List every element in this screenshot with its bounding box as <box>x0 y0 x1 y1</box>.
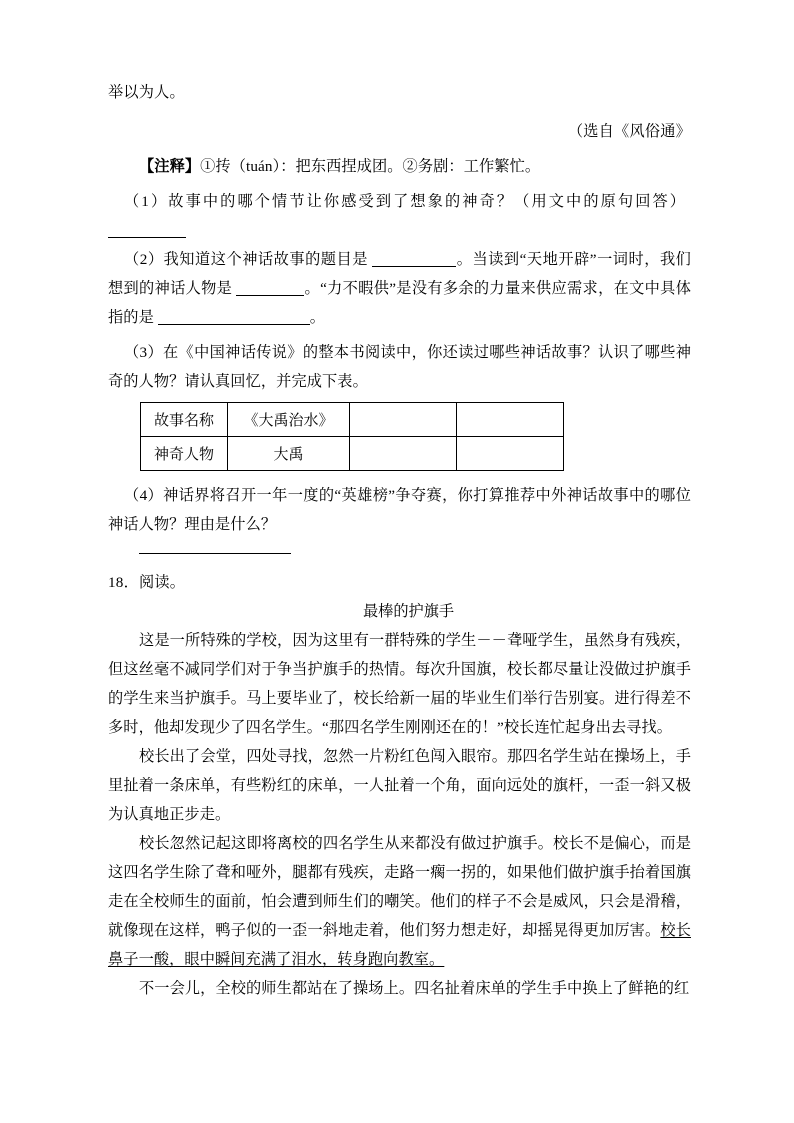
question-1 <box>108 187 691 245</box>
question-1-answer-blank[interactable] <box>108 224 186 238</box>
notes-text: ①抟（tuán）：把东西捏成团。②务剧：工作繁忙。 <box>200 158 541 175</box>
reading-paragraph-1: 这是一所特殊的学校，因为这里有一群特殊的学生－－聋哑学生，虽然身有残疾，但这丝毫不减同学们对于争当护旗手的热情。每次升国旗，校长都尽量让没做过护旗手的学生来当护旗手。马上要毕业了，校长给新一届的毕业生们举行告别宴。进行得差不多时，他却发现少了四名学生。“那四名学生刚刚还在的！”校长连忙起身出去寻找。 <box>108 632 691 736</box>
question-2-blank-2[interactable] <box>236 282 304 296</box>
question-2 <box>108 245 691 332</box>
question-2-part2: 。当读到“天地开辟”一词时，我们想到的神话人物是 <box>108 251 691 297</box>
table-cell[interactable] <box>457 403 564 437</box>
table-row-header: 故事名称 <box>141 403 228 437</box>
exercise-18-heading <box>108 568 691 597</box>
passage-tail-line: 举以为人。 <box>108 84 185 101</box>
question-2-part1: 我知道这个神话故事的题目是 <box>163 251 368 268</box>
reading-paragraph-2: 校长出了会堂，四处寻找，忽然一片粉红色闯入眼帘。那四名学生站在操场上，手里扯着一条床单，有些粉红的床单，一人扯着一个角，面向远处的旗杆，一歪一斜又极为认真地正步走。 <box>108 748 691 823</box>
table-cell[interactable] <box>350 437 457 471</box>
table-row <box>141 437 564 471</box>
reading-paragraph-3-plain: 校长忽然记起这即将离校的四名学生从来都没有做过护旗手。校长不是偏心，而是这四名学生除了聋和哑外，腿都有残疾，走路一瘸一拐的，如果他们做护旗手抬着国旗走在全校师生的面前，怕会遭到师生们的嘲笑。他们的样子不会是威风，只会是滑稽，就像现在这样，鸭子似的一歪一斜地走着，他们努力想走好，却摇晃得更加厉害。 <box>108 835 691 939</box>
question-1-text: 故事中的哪个情节让你感受到了想象的神奇？（用文中的原句回答） <box>168 193 688 210</box>
reading-paragraph-3 <box>108 829 691 974</box>
question-2-blank-1[interactable] <box>372 253 456 267</box>
table-row <box>141 403 564 437</box>
passage-citation: （选自《风俗通》 <box>567 123 691 140</box>
table-cell[interactable]: 大禹 <box>228 437 350 471</box>
exercise-18-label: 阅读。 <box>138 574 186 591</box>
question-4-text: 神话界将召开一年一度的“英雄榜”争夺赛，你打算推荐中外神话故事中的哪位神话人物？理由是什么？ <box>108 487 691 533</box>
question-4 <box>108 481 691 539</box>
question-3-text: 在《中国神话传说》的整本书阅读中，你还读过哪些神话故事？认识了哪些神奇的人物？请认真回忆，并完成下表。 <box>108 344 691 390</box>
notes-label: 【注释】 <box>139 158 201 175</box>
myth-story-table <box>140 402 564 471</box>
reading-paragraph-4: 不一会儿，全校的师生都站在了操场上。四名扯着床单的学生手中换上了鲜艳的红 <box>139 980 690 997</box>
question-2-blank-3[interactable] <box>158 311 310 325</box>
question-2-part4: 。 <box>309 309 326 326</box>
question-1-number: （1） <box>124 193 169 210</box>
reading-title: 最棒的护旗手 <box>362 603 455 620</box>
question-3 <box>108 338 691 396</box>
table-cell[interactable] <box>457 437 564 471</box>
notes-line <box>108 152 691 181</box>
exercise-18-number: 18． <box>108 574 139 591</box>
table-cell[interactable]: 《大禹治水》 <box>228 403 350 437</box>
page-content <box>108 78 691 1003</box>
table-row-header: 神奇人物 <box>141 437 228 471</box>
question-4-number: （4） <box>124 487 164 504</box>
question-2-part3: 。“力不暇供”是没有多余的力量来供应需求，在文中具体指的是 <box>108 280 691 326</box>
reading-paragraph-3-underlined: 校长鼻子一酸，眼中瞬间充满了泪水，转身跑向教室。 <box>108 922 691 968</box>
question-3-number: （3） <box>124 344 164 361</box>
question-2-number: （2） <box>124 251 164 268</box>
table-cell[interactable] <box>350 403 457 437</box>
